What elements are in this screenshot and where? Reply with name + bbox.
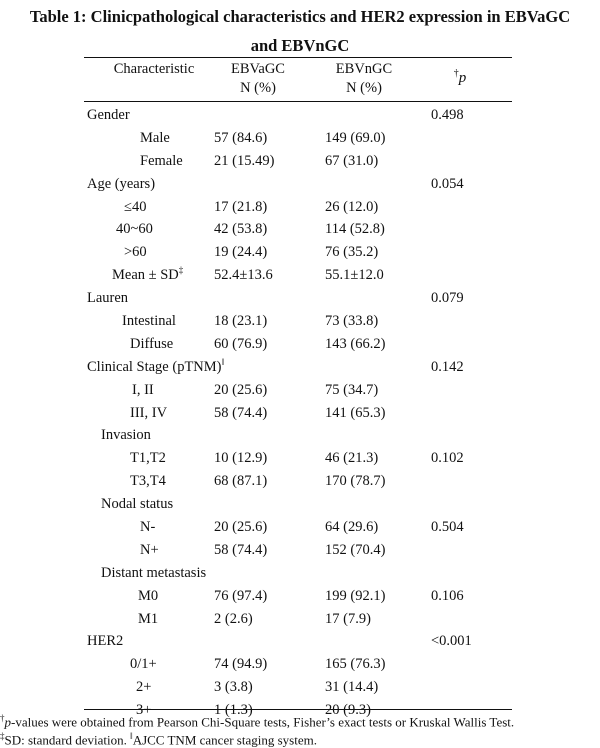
row-label-text: T1,T2 xyxy=(130,450,166,467)
cell-ebvngc: 152 (70.4) xyxy=(325,541,386,558)
cell-ebvngc: 73 (33.8) xyxy=(325,313,379,330)
table-row xyxy=(0,104,600,127)
row-label-text: I, II xyxy=(132,381,154,398)
footnote-1-mark: † xyxy=(0,713,5,723)
row-label xyxy=(130,333,173,356)
footnote-2-mark2: ‖ xyxy=(130,731,133,742)
header-ebvagc-name: EBVaGC xyxy=(231,61,285,77)
row-label xyxy=(122,310,176,333)
row-label-text: Mean ± SD xyxy=(112,267,179,284)
footnote-2 xyxy=(0,729,600,747)
row-label-text: Female xyxy=(140,152,183,169)
table-row xyxy=(0,516,600,539)
table-title-line1: Table 1: Clinicpathological characteristics and HER2 expression in EBVaGC xyxy=(29,7,571,26)
cell-ebvagc: 20 (25.6) xyxy=(214,381,268,398)
row-label-text: 3+ xyxy=(136,702,152,719)
cell-ebvngc: 199 (92.1) xyxy=(325,587,386,604)
row-label-text: 0/1+ xyxy=(130,656,157,673)
cell-ebvngc: 26 (12.0) xyxy=(325,198,379,215)
row-label xyxy=(132,379,154,402)
footnote-1-text: -values were obtained from Pearson Chi-Square tests, Fisher’s exact tests or Kruskal Wallis Test. xyxy=(11,714,515,730)
header-ebvagc-unit: N (%) xyxy=(240,80,276,96)
table-top-rule xyxy=(84,57,512,58)
cell-ebvngc: 114 (52.8) xyxy=(325,221,385,238)
row-label xyxy=(101,424,151,447)
row-label xyxy=(124,196,146,219)
cell-ebvagc: 58 (74.4) xyxy=(214,541,268,558)
table-row xyxy=(0,493,600,516)
row-label xyxy=(87,104,130,127)
table-row xyxy=(0,379,600,402)
cell-ebvagc: 42 (53.8) xyxy=(214,221,268,238)
cell-ebvngc: 64 (29.6) xyxy=(325,519,379,536)
row-label xyxy=(124,241,147,264)
cell-ebvngc: 17 (7.9) xyxy=(325,610,371,627)
cell-p-value: 0.142 xyxy=(431,358,464,375)
header-ebvngc xyxy=(308,60,420,98)
footnote-1 xyxy=(0,711,600,729)
table-row xyxy=(0,150,600,173)
row-label xyxy=(138,585,158,608)
header-characteristic: Characteristic xyxy=(113,61,195,77)
row-label xyxy=(136,676,151,699)
row-label-text: ≤40 xyxy=(124,198,147,215)
footnote-2-mark: ‡ xyxy=(0,731,5,742)
table-row xyxy=(0,264,600,287)
cell-ebvagc: 74 (94.9) xyxy=(214,656,268,673)
table-row xyxy=(0,287,600,310)
row-label-text: Gender xyxy=(87,107,130,123)
cell-ebvagc: 52.4±13.6 xyxy=(214,267,273,284)
row-label-text: III, IV xyxy=(130,404,168,421)
row-label-text: 2+ xyxy=(136,679,152,696)
row-label-footnote-mark: ‡ xyxy=(178,265,184,276)
footnote-1-italic: p xyxy=(4,714,11,730)
cell-ebvagc: 19 (24.4) xyxy=(214,244,268,261)
table-row xyxy=(0,402,600,425)
table-row xyxy=(0,447,600,470)
row-label xyxy=(140,516,155,539)
cell-ebvagc: 76 (97.4) xyxy=(214,587,268,604)
table-row xyxy=(0,127,600,150)
table-footnotes xyxy=(0,711,600,748)
table-header-rule xyxy=(84,101,512,102)
row-label xyxy=(130,402,167,425)
cell-ebvagc: 57 (84.6) xyxy=(214,129,268,146)
cell-ebvngc: 75 (34.7) xyxy=(325,381,379,398)
cell-ebvagc: 58 (74.4) xyxy=(214,404,268,421)
table-row xyxy=(0,608,600,631)
row-label-text: Distant metastasis xyxy=(101,564,207,581)
header-ebvagc xyxy=(203,60,313,98)
row-label xyxy=(87,173,155,196)
row-label xyxy=(112,264,183,287)
cell-p-value: 0.498 xyxy=(431,107,464,123)
cell-ebvngc: 55.1±12.0 xyxy=(325,267,384,284)
row-label xyxy=(140,127,170,150)
row-label xyxy=(130,470,166,493)
cell-ebvagc: 3 (3.8) xyxy=(214,679,253,696)
row-label xyxy=(138,608,158,631)
table-row xyxy=(0,630,600,653)
cell-ebvagc: 20 (25.6) xyxy=(214,519,268,536)
row-label-text: HER2 xyxy=(87,633,124,650)
header-p-label: p xyxy=(458,70,467,86)
cell-ebvngc: 31 (14.4) xyxy=(325,679,379,696)
table-row xyxy=(0,196,600,219)
cell-ebvagc: 17 (21.8) xyxy=(214,198,268,215)
cell-p-value: 0.102 xyxy=(431,450,464,467)
cell-ebvagc: 60 (76.9) xyxy=(214,335,268,352)
row-label-text: Invasion xyxy=(101,427,151,444)
row-label-text: >60 xyxy=(124,244,147,261)
table-body xyxy=(0,104,600,722)
table-bottom-rule xyxy=(84,709,512,710)
row-label-text: Diffuse xyxy=(130,335,174,352)
row-label xyxy=(87,356,224,379)
table-row xyxy=(0,424,600,447)
row-label-text: Clinical Stage (pTNM) xyxy=(87,358,222,375)
row-label-text: T3,T4 xyxy=(130,473,166,490)
row-label xyxy=(87,287,128,310)
table-row xyxy=(0,653,600,676)
table-row xyxy=(0,356,600,379)
cell-ebvngc: 46 (21.3) xyxy=(325,450,379,467)
cell-ebvagc: 18 (23.1) xyxy=(214,313,268,330)
row-label-text: Nodal status xyxy=(101,496,174,513)
row-label-text: Lauren xyxy=(87,290,129,307)
row-label xyxy=(101,493,173,516)
row-label xyxy=(130,447,166,470)
table-row xyxy=(0,218,600,241)
row-label xyxy=(116,218,153,241)
table-title-line2: and EBVnGC xyxy=(250,36,350,55)
row-label-text: N- xyxy=(140,519,156,536)
header-ebvngc-name: EBVnGC xyxy=(335,61,393,77)
table-row xyxy=(0,470,600,493)
row-label-text: M1 xyxy=(138,610,159,627)
cell-p-value: <0.001 xyxy=(431,633,472,650)
cell-ebvngc: 170 (78.7) xyxy=(325,473,386,490)
cell-ebvngc: 141 (65.3) xyxy=(325,404,386,421)
header-p-dagger: † xyxy=(453,68,459,79)
table-row xyxy=(0,585,600,608)
footnote-2-text2: AJCC TNM cancer staging system. xyxy=(132,732,317,748)
row-label-text: N+ xyxy=(140,541,159,558)
row-label xyxy=(87,630,123,653)
row-label-text: Male xyxy=(140,129,170,146)
row-label-footnote-mark: ‖ xyxy=(221,356,225,367)
cell-ebvngc: 149 (69.0) xyxy=(325,129,386,146)
cell-ebvngc: 165 (76.3) xyxy=(325,656,386,673)
cell-ebvagc: 10 (12.9) xyxy=(214,450,268,467)
row-label-text: 40~60 xyxy=(116,221,153,238)
cell-ebvagc: 2 (2.6) xyxy=(214,610,253,627)
table-row xyxy=(0,562,600,585)
row-label xyxy=(140,150,183,173)
cell-ebvngc: 20 (9.3) xyxy=(325,702,371,719)
cell-ebvngc: 67 (31.0) xyxy=(325,152,379,169)
header-p-value xyxy=(430,64,490,88)
row-label-text: M0 xyxy=(138,587,159,604)
cell-ebvagc: 21 (15.49) xyxy=(214,152,275,169)
cell-ebvngc: 143 (66.2) xyxy=(325,335,386,352)
table-row xyxy=(0,676,600,699)
table-row xyxy=(0,539,600,562)
cell-ebvagc: 1 (1.3) xyxy=(214,702,253,719)
cell-p-value: 0.054 xyxy=(431,175,464,192)
footnote-2-text: SD: standard deviation. xyxy=(4,732,131,748)
cell-ebvagc: 68 (87.1) xyxy=(214,473,268,490)
table-title xyxy=(0,2,600,60)
row-label-text: Age (years) xyxy=(87,175,156,192)
table-row xyxy=(0,310,600,333)
row-label xyxy=(130,653,157,676)
cell-p-value: 0.079 xyxy=(431,290,464,307)
table-row xyxy=(0,333,600,356)
table-row xyxy=(0,173,600,196)
row-label-text: Intestinal xyxy=(122,313,176,330)
table-row xyxy=(0,241,600,264)
row-label xyxy=(101,562,206,585)
cell-p-value: 0.106 xyxy=(431,587,464,604)
header-ebvngc-unit: N (%) xyxy=(346,80,382,96)
row-label xyxy=(140,539,159,562)
cell-ebvngc: 76 (35.2) xyxy=(325,244,379,261)
cell-p-value: 0.504 xyxy=(431,519,464,536)
